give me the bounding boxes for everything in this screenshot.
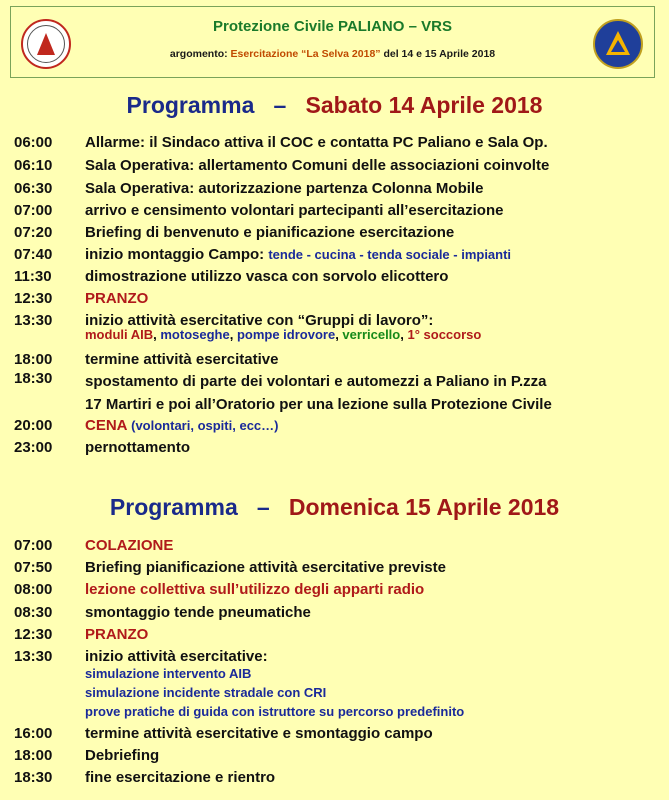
schedule-time: 18:00 — [14, 351, 53, 368]
schedule-time: 07:00 — [14, 537, 53, 554]
subtitle-prefix: argomento: — [169, 48, 231, 60]
activity-text: Allarme: il Sindaco attiva il COC e contatta PC Paliano e Sala Op. — [85, 134, 548, 151]
header-subtitle — [11, 48, 654, 60]
schedule-time: 07:00 — [14, 202, 53, 219]
schedule-time: 18:00 — [14, 747, 53, 764]
activity-text: Sala Operativa: allertamento Comuni delle associazioni coinvolte — [85, 157, 550, 174]
schedule-time: 13:30 — [14, 312, 53, 329]
schedule-activity — [85, 134, 548, 151]
activity-text-cont: 17 Martiri e poi all’Oratorio per una lezione sulla Protezione Civile — [85, 396, 552, 413]
group-sep: , — [335, 327, 343, 342]
schedule-activity — [85, 246, 511, 263]
activity-text: lezione collettiva sull’utilizzo degli apparti radio — [85, 581, 425, 598]
work-groups-line — [85, 327, 481, 342]
activity-text: PRANZO — [85, 290, 149, 307]
program-dash: – — [273, 92, 287, 118]
activity-text: termine attività esercitative — [85, 351, 279, 368]
program-dash: – — [256, 494, 270, 520]
activity-text: Briefing pianificazione attività esercitative previste — [85, 559, 446, 576]
schedule-time: 06:10 — [14, 157, 53, 174]
schedule-time: 16:00 — [14, 725, 53, 742]
schedule-time: 13:30 — [14, 648, 53, 665]
schedule-activity — [85, 268, 448, 285]
activity-text: inizio montaggio Campo: — [85, 246, 265, 263]
schedule-time: 23:00 — [14, 439, 53, 456]
activity-text: termine attività esercitative e smontaggio campo — [85, 725, 433, 742]
group-soccorso: 1° soccorso — [407, 327, 482, 342]
activity-text: CENA — [85, 417, 127, 434]
group-verricello: verricello — [342, 327, 401, 342]
schedule-time: 06:30 — [14, 180, 53, 197]
schedule-activity — [85, 747, 159, 764]
schedule-time: 18:30 — [14, 370, 53, 387]
header-box — [10, 6, 655, 78]
activity-text: smontaggio tende pneumatiche — [85, 604, 311, 621]
schedule-activity — [85, 370, 552, 416]
day1-program-title — [0, 92, 669, 119]
day1-date: Sabato 14 Aprile 2018 — [305, 92, 543, 118]
activity-text: pernottamento — [85, 439, 190, 456]
schedule-time: 07:50 — [14, 559, 53, 576]
group-aib: moduli AIB — [85, 327, 154, 342]
group-sep: , — [400, 327, 408, 342]
activity-text: inizio attività esercitative: — [85, 648, 268, 665]
group-motoseghe: motoseghe — [160, 327, 230, 342]
activity-text: arrivo e censimento volontari partecipanti all’esercitazione — [85, 202, 504, 219]
schedule-activity — [85, 439, 190, 456]
schedule-activity — [85, 157, 549, 174]
schedule-time: 07:20 — [14, 224, 53, 241]
day2-date: Domenica 15 Aprile 2018 — [288, 494, 560, 520]
activity-text: PRANZO — [85, 626, 149, 643]
subitem-2: simulazione incidente stradale con CRI — [85, 685, 327, 700]
subtitle-suffix: del 14 e 15 Aprile 2018 — [380, 48, 496, 60]
subitem-3: prove pratiche di guida con istruttore su percorso predefinito — [85, 704, 465, 719]
schedule-time: 07:40 — [14, 246, 53, 263]
activity-text: dimostrazione utilizzo vasca con sorvolo elicottero — [85, 268, 449, 285]
schedule-activity — [85, 725, 433, 742]
schedule-activity — [85, 559, 446, 576]
schedule-activity — [85, 626, 148, 643]
schedule-activity — [85, 581, 424, 598]
schedule-time: 11:30 — [14, 268, 52, 285]
schedule-time: 08:00 — [14, 581, 53, 598]
activity-text: spostamento di parte dei volontari e automezzi a Paliano in P.zza — [85, 373, 547, 390]
program-word: Programma — [109, 494, 238, 520]
schedule-time: 20:00 — [14, 417, 53, 434]
schedule-activity — [85, 351, 278, 368]
day2-program-title — [0, 494, 669, 521]
group-sep: , — [229, 327, 237, 342]
schedule-activity — [85, 537, 173, 554]
activity-text: fine esercitazione e rientro — [85, 769, 276, 786]
schedule-time: 08:30 — [14, 604, 53, 621]
activity-text: COLAZIONE — [85, 537, 174, 554]
subtitle-event: Esercitazione “La Selva 2018” — [230, 48, 381, 60]
schedule-time: 18:30 — [14, 769, 53, 786]
schedule-activity — [85, 417, 278, 434]
schedule-time: 12:30 — [14, 626, 53, 643]
activity-detail: tende - cucina - tenda sociale - impianti — [268, 247, 512, 262]
schedule-activity — [85, 202, 503, 219]
program-word: Programma — [126, 92, 255, 118]
schedule-time: 12:30 — [14, 290, 53, 307]
schedule-activity — [85, 604, 311, 621]
subitem-1: simulazione intervento AIB — [85, 666, 252, 681]
schedule-activity — [85, 224, 454, 241]
schedule-activity — [85, 290, 148, 307]
schedule-time: 06:00 — [14, 134, 53, 151]
activity-text: inizio attività esercitative con “Gruppi di lavoro”: — [85, 312, 434, 329]
activity-detail: (volontari, ospiti, ecc…) — [131, 418, 279, 433]
activity-text: Debriefing — [85, 747, 160, 764]
schedule-activity — [85, 648, 268, 665]
schedule-activity — [85, 180, 483, 197]
activity-text: Sala Operativa: autorizzazione partenza Colonna Mobile — [85, 180, 484, 197]
activity-text: Briefing di benvenuto e pianificazione esercitazione — [85, 224, 455, 241]
group-sep: , — [153, 327, 161, 342]
regione-lazio-logo-icon — [593, 19, 643, 69]
group-pompe: pompe idrovore — [236, 327, 336, 342]
schedule-activity — [85, 769, 275, 786]
header-title: Protezione Civile PALIANO – VRS — [213, 18, 452, 35]
